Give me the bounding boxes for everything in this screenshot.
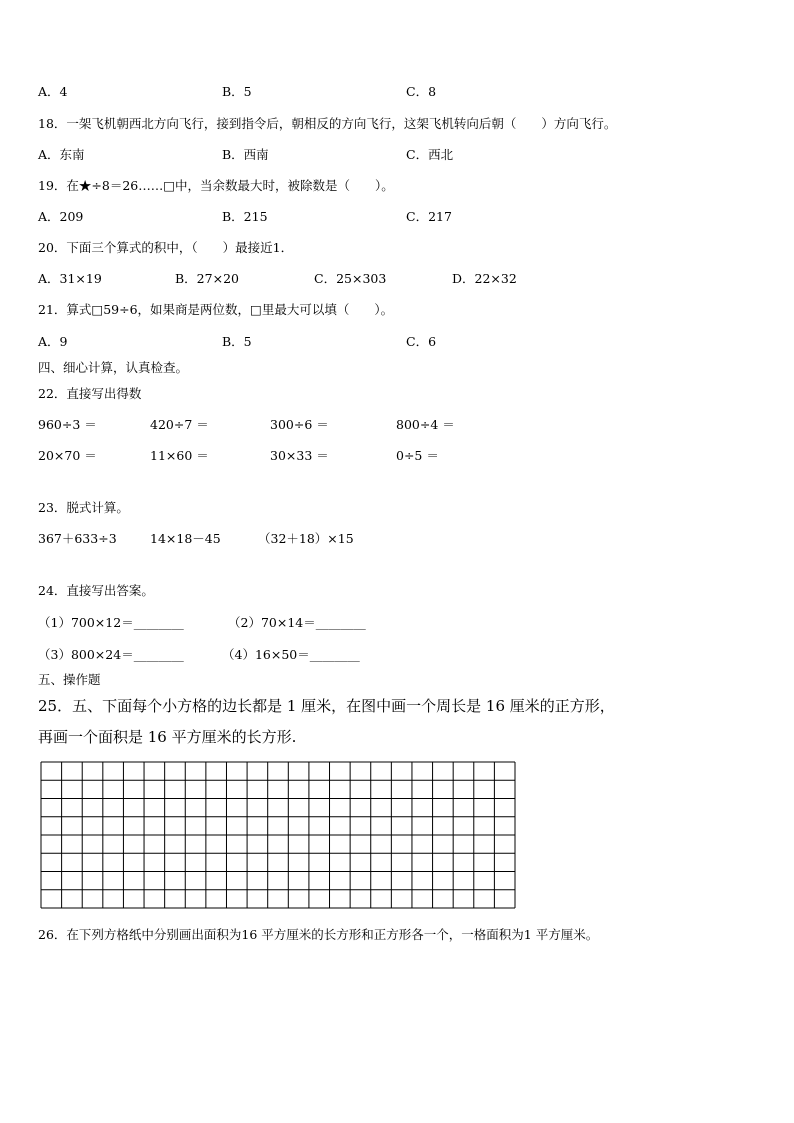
q22-r2-c1: 20×70 ＝ (38, 448, 97, 463)
q19-option-b: B．215 (222, 209, 268, 224)
q18-option-c: C．西北 (406, 147, 454, 162)
q17-option-b: B．5 (222, 84, 252, 99)
q22-r1-c1: 960÷3 ＝ (38, 417, 97, 432)
q19-option-c: C．217 (406, 209, 452, 224)
q18-option-b: B．西南 (222, 147, 269, 162)
q18-question: 18．一架飞机朝西北方向飞行，接到指令后，朝相反的方向飞行，这架飞机转向后朝（ ）方向飞行。 (38, 116, 617, 131)
q23-item-2: 14×18－45 (150, 531, 221, 546)
q23-item-3: （32＋18）×15 (258, 531, 354, 546)
q21-option-c: C．6 (406, 334, 437, 349)
q20-question: 20．下面三个算式的积中，（ ）最接近1． (38, 240, 294, 255)
q20-option-b: B．27×20 (175, 271, 239, 286)
q18-option-a: A．东南 (38, 147, 85, 162)
q22-title: 22．直接写出得数 (38, 386, 142, 401)
q24-item-2: （2）70×14＝________ (228, 615, 366, 630)
q17-option-a: A．4 (38, 84, 68, 99)
square-grid (40, 761, 516, 909)
q22-r1-c4: 800÷4 ＝ (396, 417, 455, 432)
q20-option-d: D．22×32 (452, 271, 517, 286)
q22-r1-c3: 300÷6 ＝ (270, 417, 329, 432)
section-4-heading: 四、细心计算，认真检查。 (38, 360, 189, 375)
q21-question: 21．算式□59÷6，如果商是两位数，□里最大可以填（ ）。 (38, 302, 394, 317)
q17-option-c: C．8 (406, 84, 437, 99)
q22-r2-c3: 30×33 ＝ (270, 448, 329, 463)
section-5-heading: 五、操作题 (38, 672, 101, 687)
q24-item-4: （4）16×50＝________ (222, 647, 360, 662)
q20-option-a: A．31×19 (38, 271, 102, 286)
q21-option-a: A．9 (38, 334, 68, 349)
q22-r1-c2: 420÷7 ＝ (150, 417, 209, 432)
q24-item-1: （1）700×12＝________ (38, 615, 184, 630)
q22-r2-c4: 0÷5 ＝ (396, 448, 439, 463)
q20-option-c: C．25×303 (314, 271, 387, 286)
q25-line-2: 再画一个面积是 16 平方厘米的长方形. (38, 728, 297, 746)
q19-question: 19．在★÷8＝26……□中，当余数最大时，被除数是（ ）。 (38, 178, 394, 193)
q24-item-3: （3）800×24＝________ (38, 647, 184, 662)
q21-option-b: B．5 (222, 334, 252, 349)
q22-r2-c2: 11×60 ＝ (150, 448, 209, 463)
q23-title: 23．脱式计算。 (38, 500, 129, 515)
q26-question: 26．在下列方格纸中分别画出面积为16 平方厘米的长方形和正方形各一个，一格面积为1 平方厘米。 (38, 927, 599, 942)
q23-item-1: 367＋633÷3 (38, 531, 117, 546)
q19-option-a: A．209 (38, 209, 84, 224)
q24-title: 24．直接写出答案。 (38, 583, 154, 598)
q25-line-1: 25．五、下面每个小方格的边长都是 1 厘米，在图中画一个周长是 16 厘米的正方形， (38, 697, 615, 715)
